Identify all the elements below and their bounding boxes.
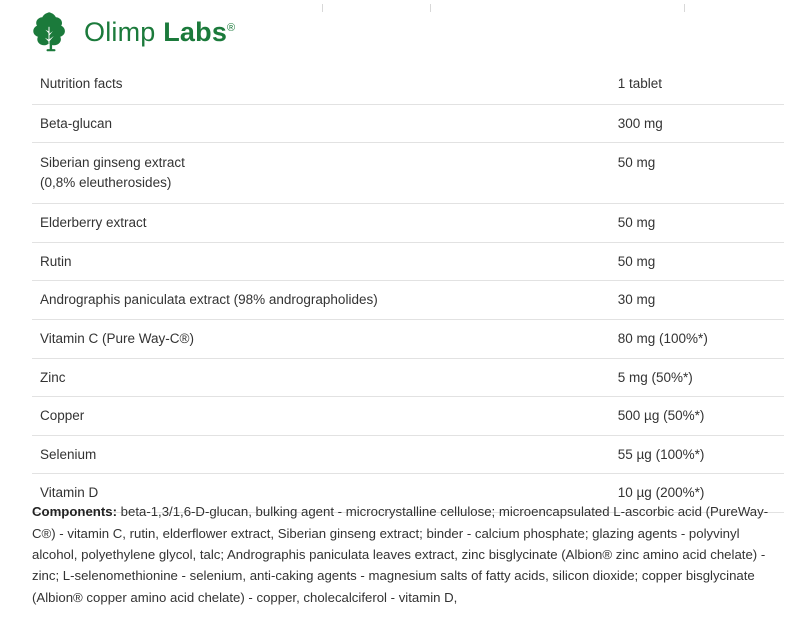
row-name: Vitamin D [32, 474, 610, 513]
brand-name-bold: Labs [155, 16, 228, 47]
table-row [32, 242, 784, 281]
crop-mark [684, 4, 685, 12]
table-body [32, 104, 784, 512]
nutrition-facts-table [32, 68, 784, 513]
row-name: Rutin [32, 242, 610, 281]
row-name-line1: Siberian ginseng extract [40, 155, 185, 171]
components-text: beta-1,3/1,6-D-glucan, bulking agent - microcrystalline cellulose; microencapsulated L-ascorbic acid (PureWay-C®) - vitamin C, rutin, elderflower extract, Siberian ginseng extract; binder - calcium phosphate; glazing agents - polyvinyl alcohol, polyethylene glycol, talc; Andrographis paniculata leaves extract, zinc bisglycinate (Albion® zinc amino acid chelate) - zinc; L-selenomethionine - selenium, anti-caking agents - magnesium salts of fatty acids, silicon dioxide; copper bisglycinate (Albion® copper amino acid chelate) - copper, cholecalciferol - vitamin D, [32, 504, 769, 605]
row-value: 5 mg (50%*) [610, 358, 784, 397]
table-row [32, 204, 784, 243]
crop-mark [430, 4, 431, 12]
table-row [32, 358, 784, 397]
row-name: Elderberry extract [32, 204, 610, 243]
row-name [32, 143, 610, 204]
row-value: 10 µg (200%*) [610, 474, 784, 513]
brand-name-light: Olimp [84, 16, 156, 47]
crop-mark [322, 4, 323, 12]
row-value: 50 mg [610, 143, 784, 204]
row-name: Beta-glucan [32, 104, 610, 143]
row-name: Vitamin C (Pure Way-C®) [32, 319, 610, 358]
row-value: 500 µg (50%*) [610, 397, 784, 436]
table-row [32, 143, 784, 204]
table-row [32, 319, 784, 358]
components-label: Components: [32, 504, 117, 520]
row-name: Selenium [32, 435, 610, 474]
row-name: Andrographis paniculata extract (98% andrographolides) [32, 281, 610, 320]
table-head [32, 68, 784, 104]
table-row [32, 435, 784, 474]
column-header-nutrition-facts: Nutrition facts [32, 68, 610, 104]
row-name: Zinc [32, 358, 610, 397]
column-header-serving: 1 tablet [610, 68, 784, 104]
row-value: 50 mg [610, 242, 784, 281]
row-name: Copper [32, 397, 610, 436]
row-name-line2: (0,8% eleutherosides) [40, 174, 172, 190]
table-row [32, 397, 784, 436]
table-row [32, 281, 784, 320]
row-value: 30 mg [610, 281, 784, 320]
brand-name [84, 17, 235, 48]
row-value: 300 mg [610, 104, 784, 143]
components-paragraph [32, 501, 784, 608]
table-row [32, 104, 784, 143]
row-value: 55 µg (100%*) [610, 435, 784, 474]
table-header-row [32, 68, 784, 104]
brand-header [28, 8, 235, 56]
row-value: 50 mg [610, 204, 784, 243]
registered-mark: ® [227, 21, 236, 34]
tree-icon [28, 9, 74, 55]
row-value: 80 mg (100%*) [610, 319, 784, 358]
